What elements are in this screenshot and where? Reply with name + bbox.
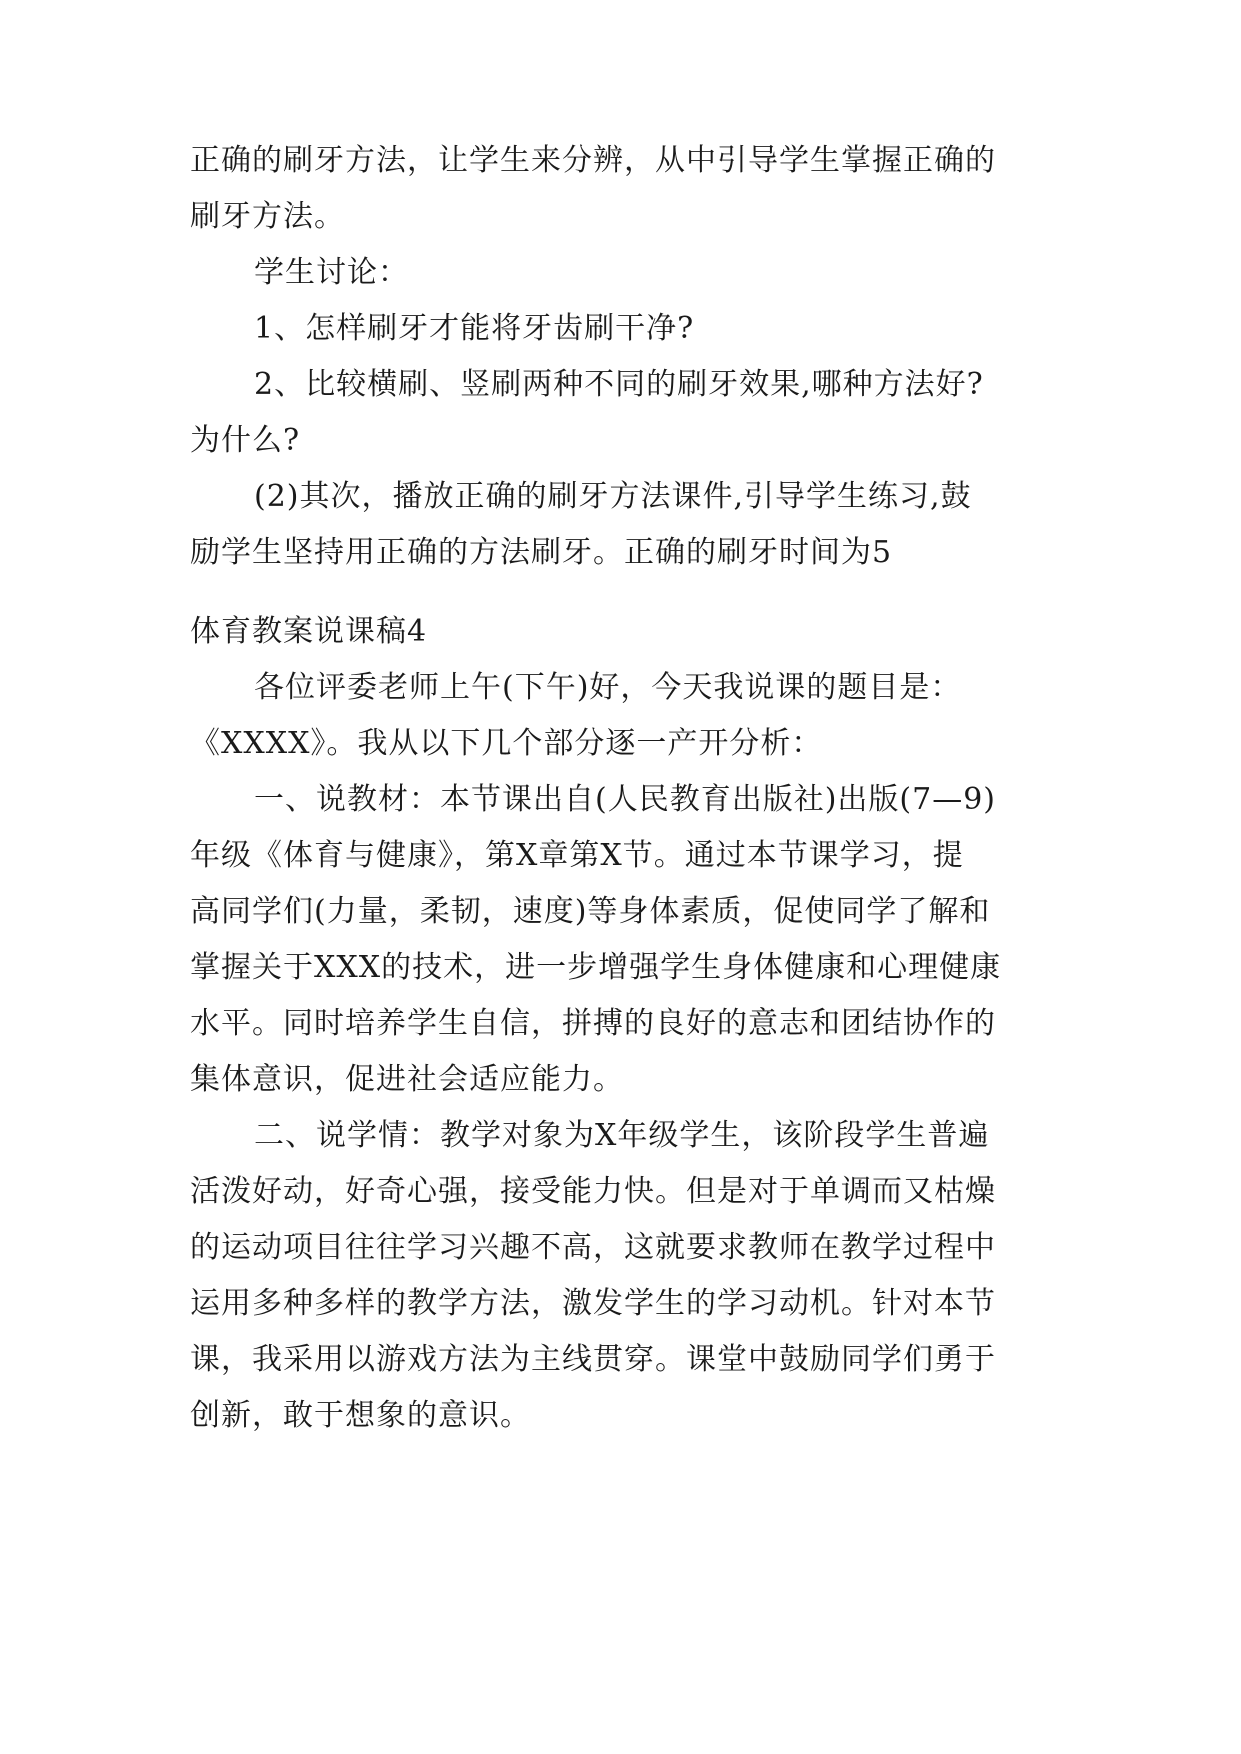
paragraph-line: 集体意识，促进社会适应能力。 — [190, 1062, 624, 1097]
paragraph-line: 二、说学情：教学对象为X年级学生，该阶段学生普遍 — [254, 1118, 990, 1153]
paragraph-line: 为什么? — [190, 423, 301, 458]
paragraph-line: 《XXXX》。我从以下几个部分逐一产开分析： — [190, 726, 823, 761]
paragraph-line: 正确的刷牙方法，让学生来分辨，从中引导学生掌握正确的 — [190, 143, 996, 178]
paragraph-line: 1、怎样刷牙才能将牙齿刷干净? — [254, 311, 695, 346]
paragraph-line: 学生讨论： — [254, 255, 409, 290]
paragraph-line: 创新，敢于想象的意识。 — [190, 1398, 531, 1433]
paragraph-line: 课，我采用以游戏方法为主线贯穿。课堂中鼓励同学们勇于 — [190, 1342, 996, 1377]
paragraph-line: 各位评委老师上午(下午)好，今天我说课的题目是： — [254, 670, 962, 705]
section-bottom — [190, 660, 1050, 1444]
paragraph-line: 年级《体育与健康》，第X章第X节。通过本节课学习，提 — [190, 838, 964, 873]
section-top — [190, 133, 1050, 581]
section-heading: 体育教案说课稿4 — [190, 614, 428, 649]
paragraph-line: (2)其次，播放正确的刷牙方法课件,引导学生练习,鼓 — [254, 479, 972, 514]
paragraph-line: 2、比较横刷、竖刷两种不同的刷牙效果,哪种方法好? — [254, 367, 984, 402]
paragraph-line: 活泼好动，好奇心强，接受能力快。但是对于单调而又枯燥 — [190, 1174, 996, 1209]
paragraph-line: 一、说教材：本节课出自(人民教育出版社)出版(7—9) — [254, 782, 996, 817]
paragraph-line: 的运动项目往往学习兴趣不高，这就要求教师在教学过程中 — [190, 1230, 996, 1265]
paragraph-line: 掌握关于XXX的技术，进一步增强学生身体健康和心理健康 — [190, 950, 1002, 985]
paragraph-line: 高同学们(力量，柔韧，速度)等身体素质，促使同学了解和 — [190, 894, 991, 929]
paragraph-line: 刷牙方法。 — [190, 199, 345, 234]
paragraph-line: 励学生坚持用正确的方法刷牙。正确的刷牙时间为5 — [190, 535, 893, 570]
paragraph-line: 运用多种多样的教学方法，激发学生的学习动机。针对本节 — [190, 1286, 996, 1321]
paragraph-line: 水平。同时培养学生自信，拼搏的良好的意志和团结协作的 — [190, 1006, 996, 1041]
